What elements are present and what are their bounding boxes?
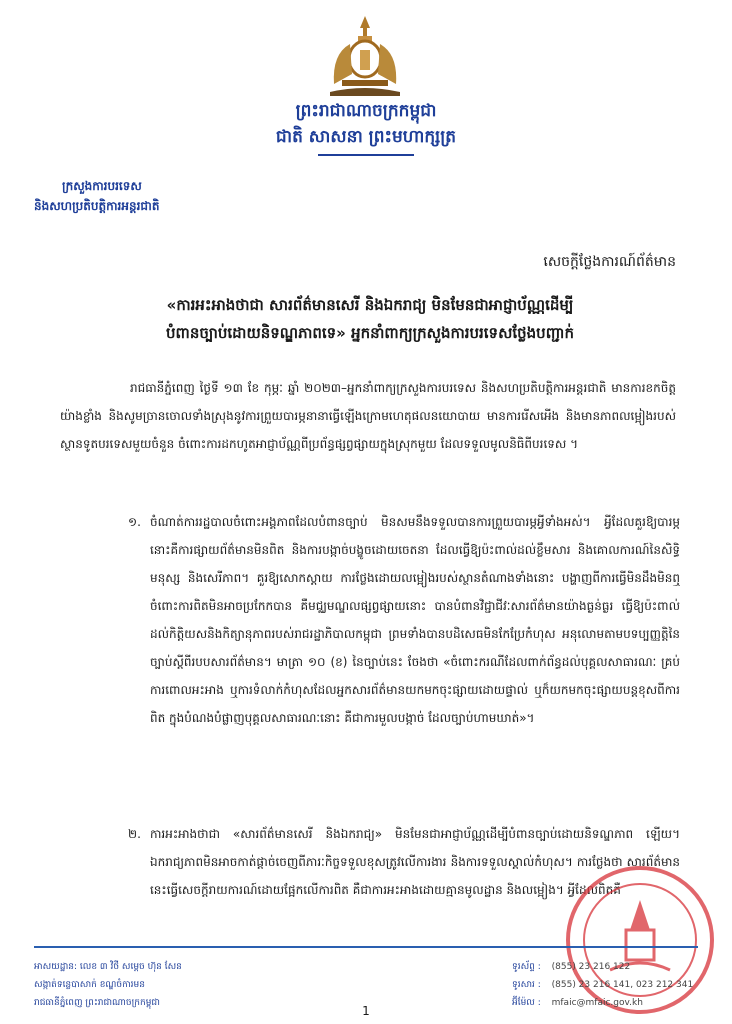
email-label: អ៊ីម៉ែល :	[512, 998, 541, 1008]
phone-label: ទូរស័ព្ទ :	[512, 962, 541, 972]
page-number: 1	[362, 1004, 370, 1018]
headline-line2: បំពានច្បាប់ដោយនិទណ្ឌភាពទេ» អ្នកនាំពាក្យក្រសួងការបរទេសថ្លែងបញ្ជាក់	[166, 324, 574, 342]
ministry-name-line2: និងសហប្រតិបត្តិការអន្តរជាតិ	[34, 199, 160, 213]
fax-row	[512, 976, 693, 994]
item1-number: ១.	[128, 515, 141, 529]
kingdom-motto: ជាតិ សាសនា ព្រះមហាក្សត្រ	[275, 127, 457, 147]
address-value: លេខ ៣ វិថី សម្តេច ហ៊ុន សែន	[79, 962, 182, 972]
item2-paragraph: ការអះអាងថាជា «សារព័ត៌មានសេរី និងឯករាជ្យ» មិនមែនជាអាជ្ញាប័ណ្ណដើម្បីបំពានច្បាប់ដោយនិទណ្ឌភាព ឡើយ។ ឯករាជ្យភាពមិនអាចកាត់ផ្តាច់ចេញពីភារៈកិច្ចទទួលខុសត្រូវលើការងារ និងការទទួលស្គាល់កំហុស។ ការថ្លែងថា សារព័ត៌មាននេះធ្វើសេចក្តីរាយការណ៍ដោយផ្អែកលើការពិត គឺជាការអះអាងដោយគ្មានមូលដ្ឋាន និងលម្អៀង។ អ្វីដែលពិតគឺ	[150, 827, 680, 897]
royal-emblem-icon	[322, 14, 408, 98]
ministry-name-line1: ក្រសួងការបរទេស	[62, 179, 142, 193]
headline-line1: «ការអះអាងថាជា សារព័ត៌មានសេរី និងឯករាជ្យ មិនមែនជាអាជ្ញាប័ណ្ណដើម្បី	[166, 296, 574, 314]
item1-paragraph: ចំណាត់ការរដ្ឋបាលចំពោះអង្គភាពដែលបំពានច្បាប់ មិនសមនឹងទទួលបានការព្រួយបារម្ភអ្វីទាំងអស់។ អ្វីដែលគួរឱ្យបារម្ភនោះគឺការផ្សាយព័ត៌មានមិនពិត និងការបង្កាច់បង្ខូចដោយចេតនា ដែលធ្វើឱ្យប៉ះពាល់ដល់ខ្លឹមសារ និងគោលការណ៍នៃសិទ្ធិមនុស្ស និងសេរីភាព។ គួរឱ្យសោកស្តាយ ការថ្លែងដោយលម្អៀងរបស់ស្ថានតំណាងទាំងនោះ បង្ហាញពីការធ្វើមិនដឹងមិនឮ ចំពោះការពិតមិនអាចប្រកែកបាន គឺមជ្ឈមណ្ឌលផ្សព្វផ្សាយនោះ បានបំពានវិជ្ជាជីវៈសារព័ត៌មានយ៉ាងធ្ងន់ធ្ងរ ធ្វើឱ្យប៉ះពាល់ដល់កិត្តិយសនិងកិត្យានុភាពរបស់រាជរដ្ឋាភិបាលកម្ពុជា ព្រមទាំងបានបដិសេធមិនកែប្រែកំហុស អនុលោមតាមបទប្បញ្ញត្តិនៃច្បាប់ស្តីពីរបបសារព័ត៌មាន។ មាត្រា ១០ (ខ) នៃច្បាប់នេះ ចែងថា «ចំពោះករណីដែលពាក់ព័ន្ធដល់បុគ្គលសាធារណៈ គ្រប់ការពោលអះអាង ឬការទំលាក់កំហុសដែលអ្នកសារព័ត៌មានយកមកចុះផ្សាយដោយផ្ទាល់ ឬក៏យកមកចុះផ្សាយបន្តខុសពីការពិត ក្នុងបំណងបំផ្លាញបុគ្គលសាធារណៈនោះ គឺជាការមួលបង្កាច់ ដែលច្បាប់ហាមឃាត់»។	[150, 515, 680, 725]
phone-row	[512, 958, 693, 976]
kingdom-title: ព្រះរាជាណាចក្រកម្ពុជា	[295, 101, 437, 121]
fax-value: (855) 23 216 141, 023 212 341	[551, 980, 694, 990]
email-value[interactable]: mfaic@mfaic.gov.kh	[551, 998, 643, 1008]
document-type: សេចក្តីថ្លែងការណ៍ព័ត៌មាន	[543, 254, 676, 270]
phone-value: (855) 23 216 122	[551, 962, 631, 972]
fax-label: ទូរសារ :	[512, 980, 541, 990]
address-line1	[34, 958, 182, 976]
footer-divider	[34, 946, 698, 948]
address-line2: សង្កាត់ទន្លេបាសាក់ ខណ្ឌចំការមន	[34, 980, 145, 990]
intro-paragraph: រាជធានីភ្នំពេញ ថ្ងៃទី ១៣ ខែ កុម្ភៈ ឆ្នាំ ២០២៣–អ្នកនាំពាក្យក្រសួងការបរទេស និងសហប្រតិបត្តិការអន្តរជាតិ មានការខកចិត្តយ៉ាងខ្លាំង និងសូមច្រានចោលទាំងស្រុងនូវការព្រួយបារម្ភនានាធ្វើឡើងក្រោមហេតុផលនយោបាយ មានការរើសអើង និងមានភាពលម្អៀងរបស់ស្ថានទូតបរទេសមួយចំនួន ចំពោះការដកហូតអាជ្ញាប័ណ្ណពីប្រព័ន្ធផ្សព្វផ្សាយក្នុងស្រុកមួយ ដែលទទួលមូលនិធិពីបរទេស ។	[60, 381, 676, 451]
address-label: អាសយដ្ឋាន:	[34, 962, 78, 972]
item2-number: ២.	[128, 827, 141, 841]
address-line3: រាជធានីភ្នំពេញ ព្រះរាជាណាចក្រកម្ពុជា	[34, 998, 160, 1008]
header-divider	[318, 154, 414, 156]
